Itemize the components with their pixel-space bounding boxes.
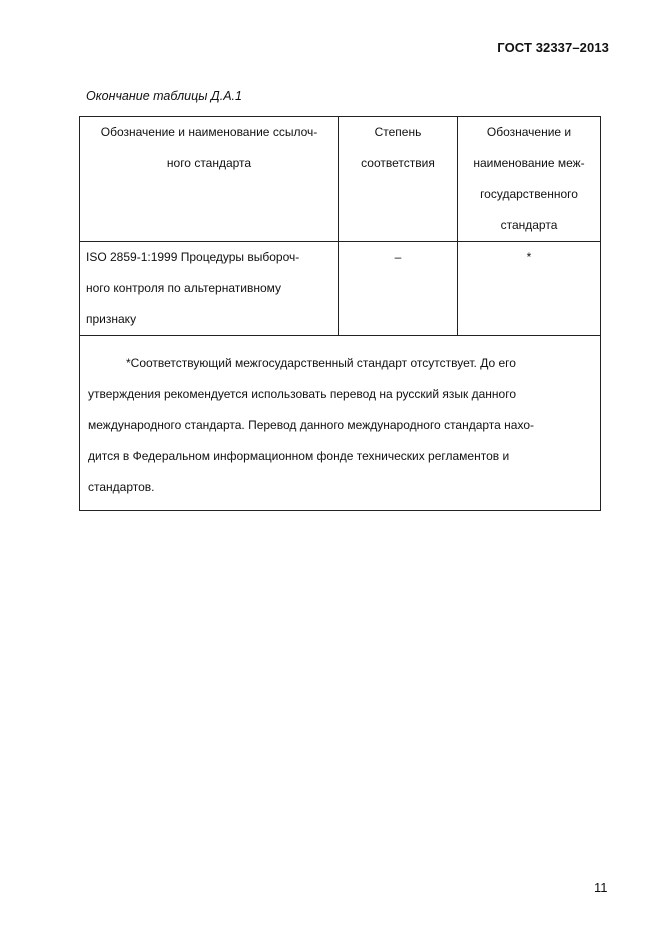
header-text-line: соответствия: [361, 156, 435, 170]
footnote-line: стандартов.: [88, 480, 155, 494]
footnote-line: *Соответствующий межгосударственный стандарт отсутствует. До его: [126, 356, 516, 370]
table-note-row: [80, 336, 601, 511]
header-degree-of-conformity: [339, 117, 458, 242]
header-text-line: государственного: [480, 187, 578, 201]
footnote-line: международного стандарта. Перевод данного международного стандарта нахо-: [88, 418, 535, 432]
standards-table: [79, 116, 601, 511]
cell-degree-of-conformity: [339, 242, 458, 336]
header-interstate-standard: [458, 117, 601, 242]
document-code: ГОСТ 32337–2013: [497, 40, 609, 55]
footnote-line: дится в Федеральном информационном фонде технических регламентов и: [88, 449, 510, 463]
footnote-line: утверждения рекомендуется использовать перевод на русский язык данного: [88, 387, 517, 401]
cell-text-line: –: [394, 250, 402, 264]
cell-text-line: *: [526, 250, 532, 264]
header-text-line: Степень: [374, 125, 422, 139]
header-text-line: ного стандарта: [166, 156, 252, 170]
cell-reference-standard: [80, 242, 339, 336]
table-row: [80, 242, 601, 336]
cell-text-line: ного контроля по альтернативному: [86, 281, 282, 295]
header-text-line: Обозначение и наименование ссылоч-: [100, 125, 318, 139]
cell-text-line: признаку: [86, 312, 137, 326]
header-text-line: Обозначение и: [486, 125, 572, 139]
header-text-line: стандарта: [500, 218, 558, 232]
page-number: 11: [594, 880, 608, 895]
table-header-row: [80, 117, 601, 242]
table-footnote: [80, 336, 601, 511]
header-reference-standard: [80, 117, 339, 242]
header-text-line: наименование меж-: [473, 156, 585, 170]
cell-text-line: ISO 2859-1:1999 Процедуры выбороч-: [86, 250, 300, 264]
cell-interstate-standard: [458, 242, 601, 336]
table-caption: Окончание таблицы Д.А.1: [86, 89, 242, 103]
